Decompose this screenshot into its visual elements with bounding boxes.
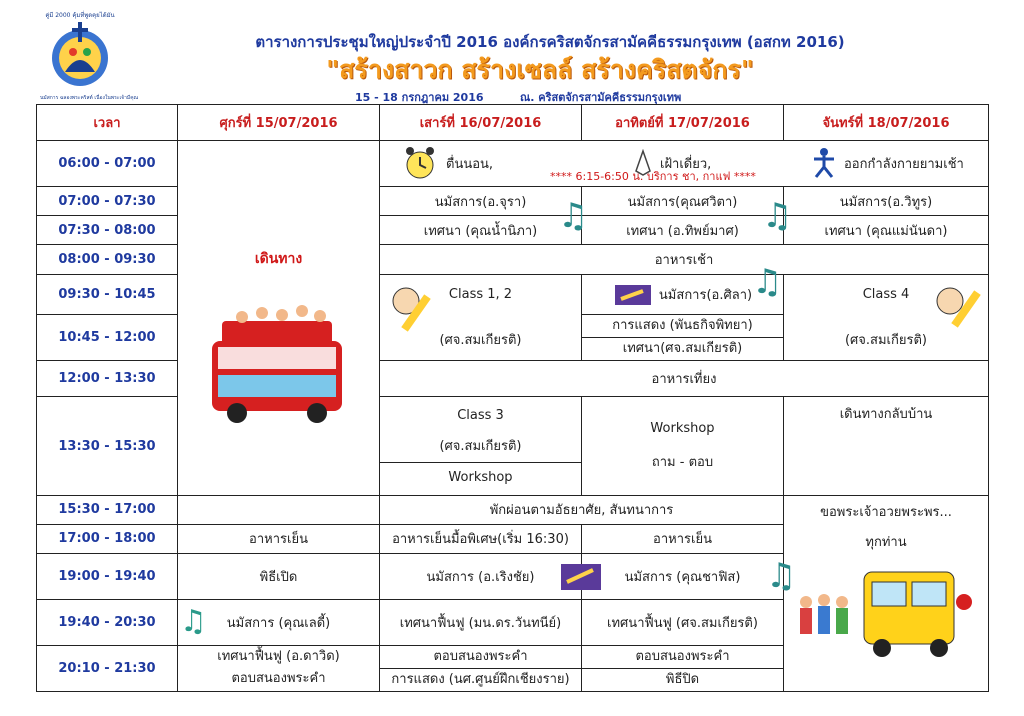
sat-response-cell	[380, 645, 582, 691]
mon-class-label: Class 4	[862, 286, 910, 302]
sat-class3: Class 3	[457, 407, 504, 423]
fri-opening: พิธีเปิด	[178, 553, 380, 599]
page-title: ตารางการประชุมใหญ่ประจำปี 2016 องค์กรคริสตจักรสามัคคีธรรมกรุงเทพ (อสกท 2016)	[255, 33, 845, 51]
friday-travel-cell	[178, 141, 380, 496]
fri-revival-cell	[178, 645, 380, 691]
time-slot: 12:00 - 13:30	[37, 361, 178, 397]
sun-show: การแสดง (พันธกิจพิทยา)	[582, 315, 783, 338]
travel-label: เดินทาง	[254, 251, 303, 268]
logo-bottom-text: นมัสการ ฉลองพระคริสต์ เนื่องในพระเจ้ามีคุณ	[40, 95, 139, 101]
logo-top-text: คู่มี 2000 คุ้มที่พูดคุยได้มัน	[45, 12, 115, 19]
sat-class-teacher: (ศจ.สมเกียรติ)	[439, 332, 522, 348]
sun-closing: พิธีปิด	[582, 668, 783, 691]
fri-worship-cell	[178, 599, 380, 645]
time-slot: 13:30 - 15:30	[37, 397, 178, 495]
event-location: ณ. คริสตจักรสามัคคีธรรมกรุงเทพ	[520, 91, 682, 104]
sat-workshop: Workshop	[380, 462, 581, 493]
breakfast-cell: อาหารเช้า	[380, 245, 989, 275]
fri-worship: นมัสการ (คุณเลดี้)	[226, 615, 331, 631]
sat-class3-teacher: (ศจ.สมเกียรติ)	[439, 438, 522, 454]
exercise-group	[810, 147, 964, 179]
sat-show: การแสดง (นศ.ศูนย์ฝึกเชียงราย)	[380, 668, 581, 691]
sat-sermon-1: เทศนา (คุณน้ำนิภา)	[380, 216, 582, 245]
time-slot: 07:00 - 07:30	[37, 187, 178, 216]
writing-kid-icon	[386, 283, 442, 337]
sun-qa: ถาม - ตอบ	[651, 455, 714, 471]
table-row	[37, 141, 989, 187]
sun-worship-2: นมัสการ(อ.ศิลา)	[658, 288, 753, 304]
wake-label: ตื่นนอน,	[446, 156, 494, 172]
sun-workshop: Workshop	[650, 421, 715, 437]
time-slot: 15:30 - 17:00	[37, 495, 178, 524]
music-note-icon: ♫	[752, 262, 783, 302]
col-header-time: เวลา	[37, 105, 178, 141]
sun-workshop-cell	[582, 397, 784, 495]
time-slot: 06:00 - 07:00	[37, 141, 178, 187]
sun-sermon-2: เทศนา(ศจ.สมเกียรติ)	[622, 341, 743, 357]
mon-return-cell: เดินทางกลับบ้าน	[784, 397, 989, 495]
sun-closing-cell	[582, 645, 784, 691]
empty-cell	[178, 495, 380, 524]
organization-logo	[40, 10, 139, 102]
schedule-table	[36, 104, 989, 692]
time-slot: 09:30 - 10:45	[37, 275, 178, 315]
music-note-icon: ♫	[762, 196, 793, 236]
mon-sermon-1: เทศนา (คุณแม่นันดา)	[784, 216, 989, 245]
wake-group	[402, 145, 493, 181]
fri-revival: เทศนาฟื้นฟู (อ.ดาวิด)	[217, 649, 340, 665]
col-header-friday: ศุกร์ที่ 15/07/2016	[178, 105, 380, 141]
time-slot: 08:00 - 09:30	[37, 245, 178, 275]
time-slot: 07:30 - 08:00	[37, 216, 178, 245]
time-slot: 19:40 - 20:30	[37, 599, 178, 645]
rest-cell: พักผ่อนตามอัธยาศัย, สันทนาการ	[380, 495, 784, 524]
sat-class-cell	[380, 275, 582, 361]
exercise-label: ออกกำลังกายยามเช้า	[844, 156, 964, 172]
music-note-icon: ♫	[180, 603, 207, 639]
double-decker-bus-icon	[202, 291, 352, 431]
time-slot: 17:00 - 18:00	[37, 524, 178, 553]
alarm-clock-icon	[402, 145, 438, 181]
sat-response: ตอบสนองพระคำ	[433, 648, 528, 664]
school-bus-kids-icon	[794, 562, 974, 662]
fri-dinner: อาหารเย็น	[178, 524, 380, 553]
header-row	[37, 105, 989, 141]
sat-dinner: อาหารเย็นมื้อพิเศษ(เริ่ม 16:30)	[380, 524, 582, 553]
mon-class-teacher: (ศจ.สมเกียรติ)	[844, 332, 927, 348]
sun-revival: เทศนาฟื้นฟู (ศจ.สมเกียรติ)	[582, 599, 784, 645]
sun-dinner: อาหารเย็น	[582, 524, 784, 553]
devotion-label: เฝ้าเดี่ยว,	[660, 156, 712, 172]
col-header-monday: จันทร์ที่ 18/07/2016	[784, 105, 989, 141]
lunch-cell: อาหารเที่ยง	[380, 361, 989, 397]
event-dates: 15 - 18 กรกฎาคม 2016	[355, 91, 484, 104]
sat-class-label: Class 1, 2	[448, 286, 513, 302]
mon-class-cell	[784, 275, 989, 361]
exercise-figure-icon	[810, 147, 838, 179]
music-note-icon: ♫	[766, 556, 797, 596]
time-slot: 10:45 - 12:00	[37, 315, 178, 361]
morning-wake-cell	[380, 141, 989, 187]
sat-worship-3: นมัสการ (อ.เริงชัย)	[426, 569, 535, 585]
sun-worship-1: นมัสการ(คุณศวิตา)	[582, 187, 784, 216]
mon-worship-1: นมัสการ(อ.วิทูร)	[784, 187, 989, 216]
mon-blessing-cell	[784, 495, 989, 691]
coffee-note: **** 6:15-6:50 น. บริการ ชา, กาแฟ ****	[550, 170, 756, 184]
sat-revival: เทศนาฟื้นฟู (มน.ดร.วันทนีย์)	[380, 599, 582, 645]
time-slot: 19:00 - 19:40	[37, 553, 178, 599]
sun-worship-3: นมัสการ (คุณชาฟิส)	[582, 553, 784, 599]
blessing-line-2: ทุกท่าน	[865, 534, 907, 550]
sat-class3-cell	[380, 397, 582, 495]
sun-response: ตอบสนองพระคำ	[635, 648, 730, 664]
col-header-saturday: เสาร์ที่ 16/07/2016	[380, 105, 582, 141]
slogan: "สร้างสาวก สร้างเซลล์ สร้างคริสตจักร"	[326, 55, 754, 84]
logo-emblem-icon	[40, 18, 120, 98]
trumpet-icon	[613, 281, 653, 309]
music-note-icon: ♫	[558, 196, 589, 236]
table-row	[37, 495, 989, 524]
sat-worship-3-cell	[380, 553, 582, 599]
writing-kid-icon	[928, 281, 984, 335]
sun-show-sermon-cell	[582, 315, 784, 361]
sun-sermon-1: เทศนา (อ.ทิพย์มาศ)	[582, 216, 784, 245]
time-slot: 20:10 - 21:30	[37, 645, 178, 691]
fri-response: ตอบสนองพระคำ	[231, 671, 326, 687]
col-header-sunday: อาทิตย์ที่ 17/07/2016	[582, 105, 784, 141]
sat-worship-1: นมัสการ(อ.จุรา)	[380, 187, 582, 216]
blessing-line-1: ขอพระเจ้าอวยพระพร...	[820, 504, 952, 520]
